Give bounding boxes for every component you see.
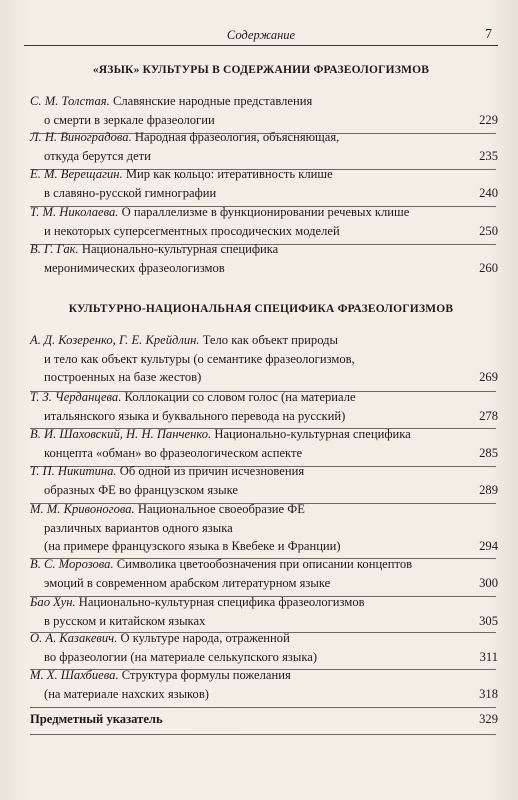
entry-author: Т. З. Черданцева. [30,390,122,404]
entry-page-number: 300 [479,575,498,590]
entry-author: О. А. Казакевич. [30,631,118,645]
entry-title-line: Структура формулы пожелания [121,668,291,682]
entry-title-line: О культуре народа, отраженной [120,631,290,645]
entry-title-line: (на материале нахских языков) [44,686,209,701]
entry-author: Т. П. Никитина. [30,464,117,478]
entry-title-line: во фразеологии (на материале селькупского языка) [44,649,318,664]
entry-author: В. Г. Гак. [30,242,79,256]
entry-title-line: Тело как объект природы [202,333,339,347]
entry-separator [30,734,496,735]
entry-title-line: и некоторых суперсегментных просодических моделей [44,223,340,238]
toc-entry [30,240,498,277]
subject-index-entry [30,712,498,727]
entry-title-line: Народная фразеология, объясняющая, [134,130,340,144]
entry-title-line: Национально-культурная специфика [214,427,411,441]
header-title: Содержание [226,28,296,42]
entry-title-line: итальянского языка и буквального перевода на русский) [44,408,346,423]
entry-page-number: 269 [479,370,498,384]
entry-page-number: 250 [479,223,498,238]
section-title-text: КУЛЬТУРНО-НАЦИОНАЛЬНАЯ СПЕЦИФИКА ФРАЗЕОЛОГИЗМОВ [68,303,454,315]
entry-author: А. Д. Козеренко, Г. Е. Крейдлин. [30,333,200,347]
entry-title-line: различных вариантов одного языка [44,520,233,535]
header-page-number: 7 [485,26,492,41]
entry-author: Е. М. Верещагин. [30,167,123,181]
entry-title-line: (на примере французского языка в Квебеке и Франции) [44,539,341,553]
toc-entry [30,555,498,592]
entry-page-number: 305 [479,613,498,628]
entry-page-number: 294 [479,539,498,553]
entry-title-line: о смерти в зеркале фразеологии [44,112,215,127]
entry-title-line: Об одной из причин исчезновения [119,464,305,478]
toc-entry [30,593,498,630]
toc-entry [30,331,498,387]
entry-title-line: меронимических фразеологизмов [44,260,225,275]
entry-title-line: Национальное своеобразие ФЕ [137,502,305,516]
entry-author: Т. М. Николаева. [30,205,119,219]
entry-title-line: построенных на базе жестов) [44,370,202,384]
toc-entry [30,425,498,462]
section-title-language-of-culture [24,64,498,76]
entry-page-number: 289 [479,482,498,497]
entry-separator [30,707,496,708]
section-title-text: «ЯЗЫК» КУЛЬТУРЫ В СОДЕРЖАНИИ ФРАЗЕОЛОГИЗМОВ [92,64,430,76]
entry-author: Бао Хун. [30,595,76,609]
toc-entry [30,462,498,499]
entry-title-line: эмоций в современном арабском литературном языке [44,575,331,590]
entry-page-number: 285 [479,445,498,460]
entry-page-number: 240 [479,185,498,200]
entry-title-line: концепта «обман» во фразеологическом аспекте [44,445,303,460]
entry-page-number: 229 [479,112,498,127]
entry-title-line: Национально-культурная специфика [81,242,279,256]
entry-title-line: Символика цветообозначения при описании концептов [116,557,413,571]
entry-author: В. И. Шаховский, Н. Н. Панченко. [30,427,212,441]
entry-author: В. С. Морозова. [30,557,114,571]
toc-entry [30,666,498,703]
entry-title-line: Мир как кольцо: итеративность клише [125,167,333,181]
entry-title-line: Славянские народные представления [112,94,313,108]
entry-title-line: в русском и китайском языках [44,613,206,628]
toc-entry [30,165,498,202]
entry-title-line: образных ФЕ во французском языке [44,482,238,497]
toc-entry [30,388,498,425]
entry-title-line: О параллелизме в функционировании речевых клише [121,205,410,219]
entry-author: Л. Н. Виноградова. [30,130,132,144]
header-rule [24,45,498,46]
toc-entry [30,203,498,240]
entry-page-number: 235 [479,148,498,163]
entry-author: С. М. Толстая. [30,94,110,108]
toc-entry [30,500,498,556]
entry-page-number: 260 [479,260,498,275]
entry-page-number: 278 [479,408,498,423]
index-label: Предметный указатель [30,712,163,726]
entry-title-line: Национально-культурная специфика фразеологизмов [78,595,365,609]
entry-title-line: Коллокации со словом голос (на материале [124,390,356,404]
entry-title-line: в славяно-русской гимнографии [44,185,217,200]
toc-entry [30,128,498,165]
entry-page-number: 311 [479,649,498,664]
entry-title-line: откуда берутся дети [44,148,151,163]
entry-title-line: и тело как объект культуры (о семантике фразеологизмов, [44,351,355,366]
index-page-number: 329 [479,712,498,726]
entry-page-number: 318 [479,686,498,701]
running-header [24,26,498,44]
entry-author: М. М. Кривоногова. [30,502,135,516]
section-title-cultural-specifics [24,303,498,315]
entry-author: М. Х. Шахбиева. [30,668,119,682]
toc-entry [30,92,498,129]
toc-entry [30,629,498,666]
